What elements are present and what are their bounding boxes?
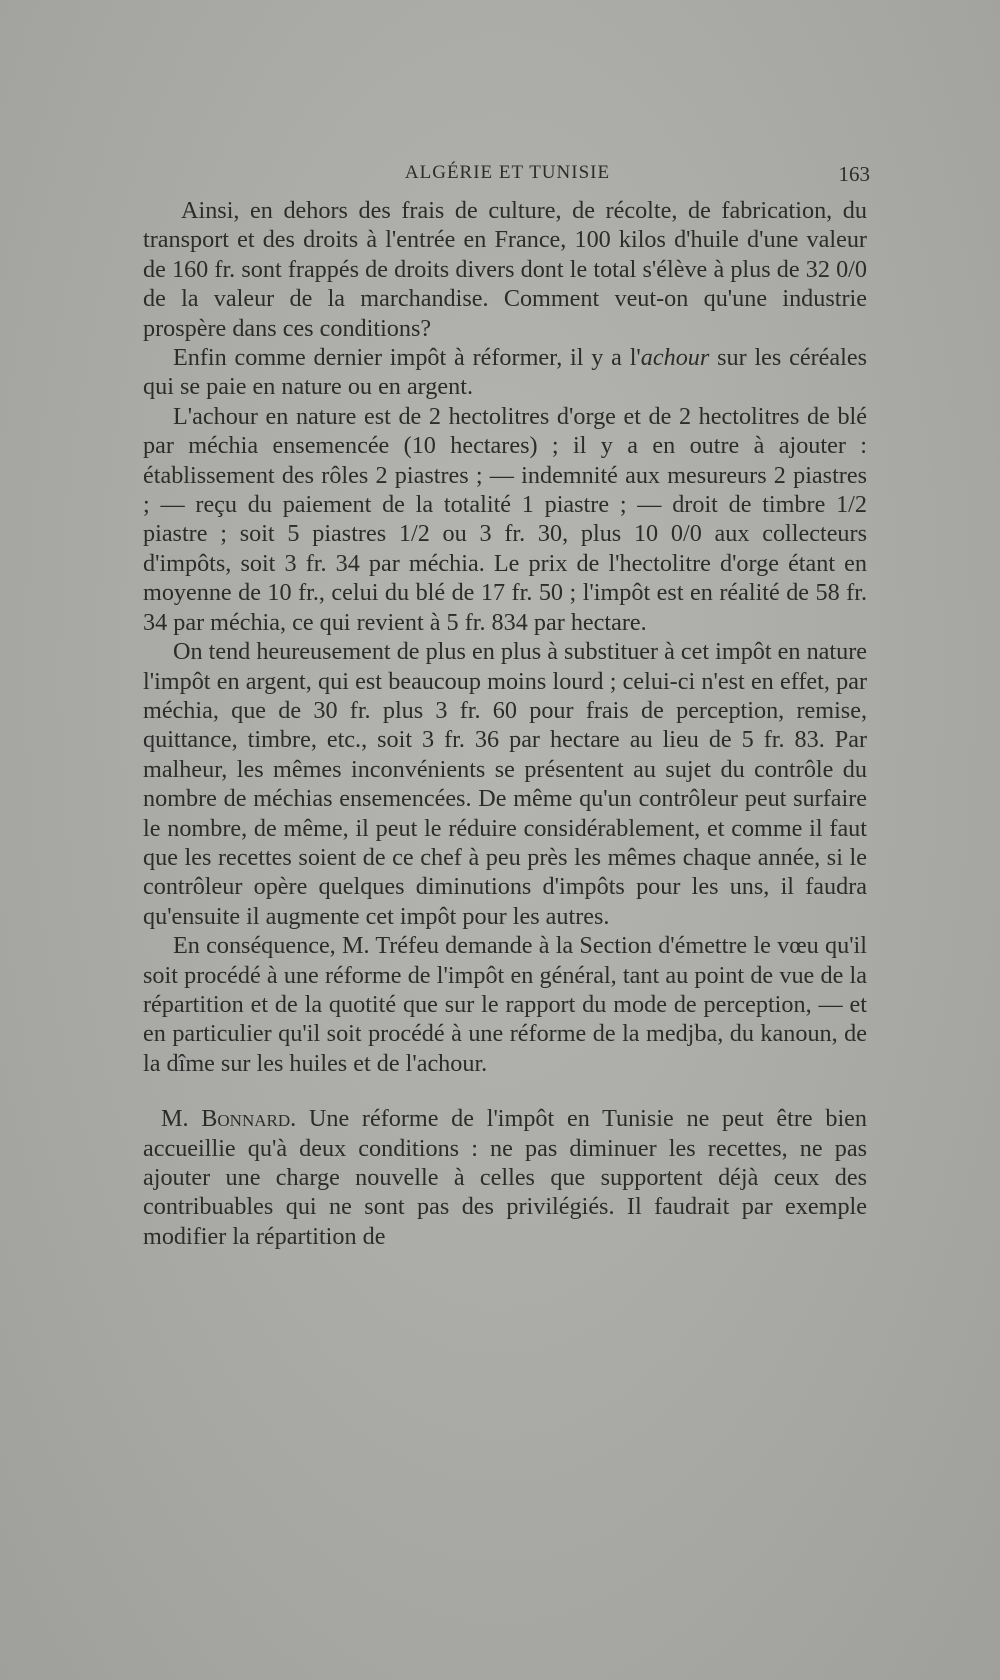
- page-number: 163: [838, 162, 870, 186]
- speaker-name: M. Bonnard.: [161, 1105, 297, 1133]
- achour-italic: achour: [640, 344, 710, 372]
- paragraph-2-end: sur les céréales qui se paie en nature ou en argent.: [143, 344, 867, 401]
- paragraph-3: L'achour en nature est de 2 hectolitres d'orge et de 2 hectolitres de blé par méchia ensemencée (10 hectares) ; il y a en outre à ajouter : établissement des rôles 2 piastres ; — indemnité aux mesureurs 2 piastres ; — reçu du paiement de la totalité 1 piastre ; — droit de timbre 1/2 piastre ; soit 5 piastres 1/2 ou 3 fr. 30, plus 10 0/0 aux collecteurs d'impôts, soit 3 fr. 34 par méchia. Le prix de l'hectolitre d'orge étant en moyenne de 10 fr., celui du blé de 17 fr. 50 ; l'impôt est en réalité de 58 fr. 34 par méchia, ce qui revient à 5 fr. 834 par hectare.: [143, 402, 867, 636]
- paragraph-5: En conséquence, M. Tréfeu demande à la Section d'émettre le vœu qu'il soit procédé à une réforme de l'impôt en général, tant au point de vue de la répartition et de la quotité que sur le rapport du mode de perception, — et en particulier qu'il soit procédé à une réforme de la medjba, du kanoun, de la dîme sur les huiles et de l'achour.: [143, 932, 867, 1077]
- paragraph-2-start: Enfin comme dernier impôt à réformer, il y a l': [173, 344, 641, 372]
- paragraph-6: [143, 1104, 867, 1251]
- running-head: [145, 162, 870, 192]
- speaker-text: Une réforme de l'impôt en Tunisie ne peut être bien accueillie qu'à deux conditions : ne pas diminuer les recettes, ne pas ajouter une charge nouvelle à celles que supportent déjà ceux des contribuables qui ne sont pas des privilégiés. Il faudrait par exemple modifier la répartition de: [143, 1105, 867, 1250]
- paragraph-4: On tend heureusement de plus en plus à substituer à cet impôt en nature l'impôt en argent, qui est beaucoup moins lourd ; celui-ci n'est en effet, par méchia, que de 30 fr. plus 3 fr. 60 pour frais de perception, remise, quittance, timbre, etc., soit 3 fr. 36 par hectare au lieu de 5 fr. 83. Par malheur, les mêmes inconvénients se présentent au sujet du contrôle du nombre de méchias ensemencées. De même qu'un contrôleur peut surfaire le nombre, de même, il peut le réduire considérablement, et comme il faut que les recettes soient de ce chef à peu près les mêmes chaque année, si le contrôleur opère quelques diminutions d'impôts pour les uns, il faudra qu'ensuite il augmente cet impôt pour les autres.: [143, 638, 867, 930]
- paragraph-2: [143, 343, 867, 402]
- body-text: [143, 196, 867, 1251]
- running-title: ALGÉRIE ET TUNISIE: [404, 162, 611, 183]
- paragraph-1: Ainsi, en dehors des frais de culture, de récolte, de fabrication, du transport et des droits à l'entrée en France, 100 kilos d'huile d'une valeur de 160 fr. sont frappés de droits divers dont le total s'élève à plus de 32 0/0 de la valeur de la marchandise. Comment veut-on qu'une industrie prospère dans ces conditions?: [143, 197, 867, 342]
